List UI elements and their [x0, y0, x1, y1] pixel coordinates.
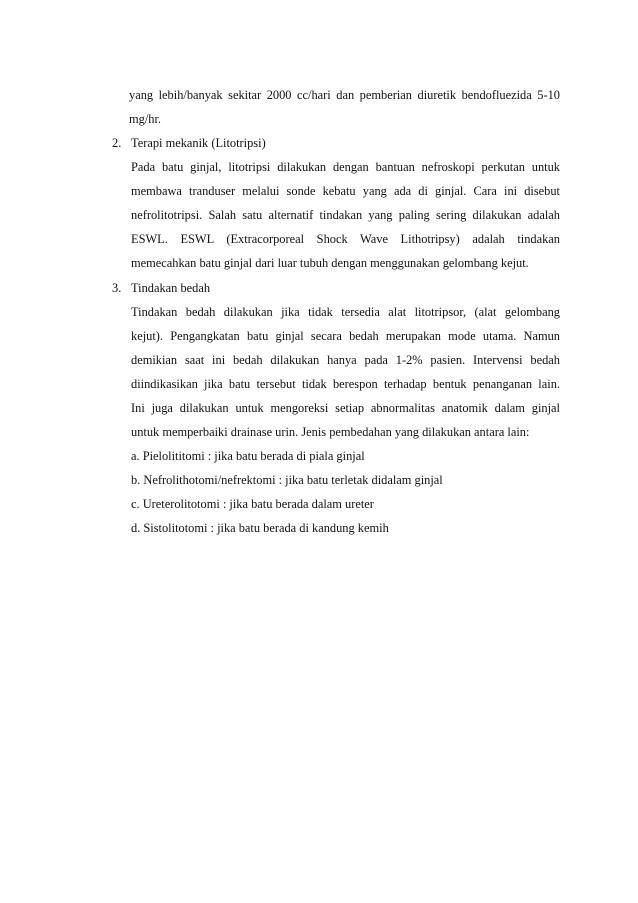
- paragraph-line: untuk memperbaiki drainase urin. Jenis pembedahan yang dilakukan antara lain:: [131, 425, 530, 439]
- paragraph-line: Tindakan bedah dilakukan jika tidak tersedia alat litotripsor, (alat gelombang: [131, 305, 560, 319]
- list-item: c. Ureterolitotomi : jika batu berada dalam ureter: [131, 497, 374, 511]
- intro-line: yang lebih/banyak sekitar 2000 cc/hari dan pemberian diuretik bendofluezida 5-10: [129, 88, 560, 102]
- list-item: a. Pielolititomi : jika batu berada di piala ginjal: [131, 449, 365, 463]
- section-heading: Tindakan bedah: [131, 281, 211, 295]
- list-item: d. Sistolitotomi : jika batu berada di kandung kemih: [131, 521, 389, 535]
- section-number: 3.: [112, 281, 122, 295]
- paragraph-line: demikian saat ini bedah dilakukan hanya pada 1-2% pasien. Intervensi bedah: [131, 353, 560, 367]
- paragraph-line: memecahkan batu ginjal dari luar tubuh dengan menggunakan gelombang kejut.: [131, 256, 529, 270]
- section-number: 2.: [112, 136, 122, 150]
- paragraph-line: kejut). Pengangkatan batu ginjal secara bedah merupakan mode utama. Namun: [131, 329, 560, 343]
- paragraph-line: nefrolitotripsi. Salah satu alternatif tindakan yang paling sering dilakukan adalah: [131, 208, 560, 222]
- paragraph-line: membawa tranduser melalui sonde kebatu yang ada di ginjal. Cara ini disebut: [131, 184, 560, 198]
- paragraph-line: ESWL. ESWL (Extracorporeal Shock Wave Lithotripsy) adalah tindakan: [131, 232, 560, 246]
- list-item: b. Nefrolithotomi/nefrektomi : jika batu terletak didalam ginjal: [131, 473, 443, 487]
- intro-line: mg/hr.: [129, 112, 162, 126]
- paragraph-line: Ini juga dilakukan untuk mengoreksi setiap abnormalitas anatomik dalam ginjal: [131, 401, 560, 415]
- paragraph-line: diindikasikan jika batu tersebut tidak berespon terhadap bentuk penanganan lain.: [131, 377, 560, 391]
- paragraph-line: Pada batu ginjal, litotripsi dilakukan dengan bantuan nefroskopi perkutan untuk: [131, 160, 560, 174]
- section-heading: Terapi mekanik (Litotripsi): [131, 136, 266, 150]
